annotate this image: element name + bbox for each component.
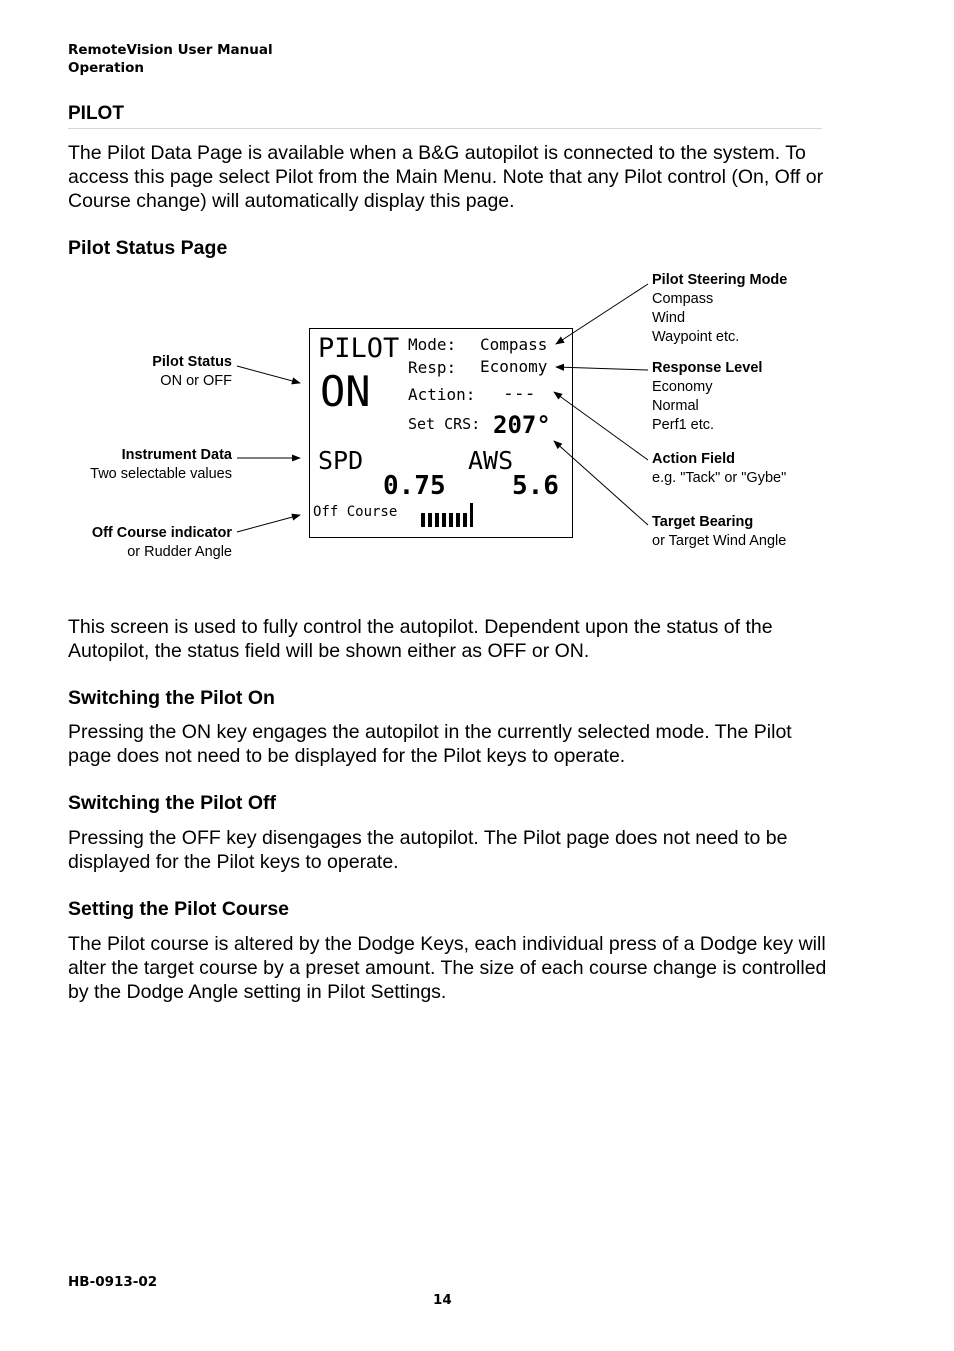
section-title: PILOT xyxy=(68,103,124,124)
arrow-response-level xyxy=(556,367,648,370)
subsection-heading: Setting the Pilot Course xyxy=(68,898,290,920)
doc-title: RemoteVision User Manual xyxy=(68,42,273,58)
callout-title: Pilot Status xyxy=(152,354,232,370)
callout-desc: ON or OFF xyxy=(160,373,232,389)
lcd-set-crs-label: Set CRS: xyxy=(408,415,481,433)
doc-chapter: Operation xyxy=(68,60,145,76)
arrow-off-course xyxy=(237,515,300,532)
lcd-resp-value: Economy xyxy=(480,357,548,376)
intro-paragraph: The Pilot Data Page is available when a B&G autopilot is connected to the system. To access this page select Pilot from the Main Menu. Note that any Pilot control (On, Off or Course change) will automatically display this page. xyxy=(68,142,824,212)
lcd-action-label: Action: xyxy=(408,385,476,404)
footer-page-number: 14 xyxy=(433,1292,452,1308)
callout-title: Instrument Data xyxy=(121,447,232,463)
callout-item: Normal xyxy=(652,398,699,414)
callout-desc: or Rudder Angle xyxy=(127,544,232,560)
subsection-heading: Switching the Pilot On xyxy=(68,687,275,709)
callout-desc: e.g. "Tack" or "Gybe" xyxy=(652,470,787,486)
subsection-body: The Pilot course is altered by the Dodge Keys, each individual press of a Dodge key will alter the target course by a preset amount. The size of each course change is controlled by the Dodge Angle setting in Pilot Settings. xyxy=(68,933,827,1003)
callout-item: Compass xyxy=(652,291,714,307)
footer-doc-code: HB-0913-02 xyxy=(68,1274,158,1290)
lcd-title: PILOT xyxy=(318,333,400,364)
callout-title: Target Bearing xyxy=(652,514,754,530)
lcd-set-crs-value: 207° xyxy=(493,411,551,439)
callout-item: Waypoint etc. xyxy=(652,329,740,345)
lcd-off-course-label: Off Course xyxy=(313,504,398,520)
callout-item: Perf1 etc. xyxy=(652,417,715,433)
arrow-action-field xyxy=(554,392,648,460)
lcd-action-value: --- xyxy=(503,383,536,404)
lcd-pilot-status: ON xyxy=(320,367,371,416)
subsection-body: Pressing the OFF key disengages the autopilot. The Pilot page does not need to be displayed for the Pilot keys to operate. xyxy=(68,827,788,873)
lcd-field2-label: AWS xyxy=(468,446,514,475)
lcd-field1-label: SPD xyxy=(318,446,364,475)
status-page-heading: Pilot Status Page xyxy=(68,237,228,259)
lcd-field2-value: 5.6 xyxy=(512,471,559,501)
callout-title: Pilot Steering Mode xyxy=(652,272,788,288)
callout-desc: Two selectable values xyxy=(90,466,232,482)
arrow-steering-mode xyxy=(556,284,648,344)
subsection-heading: Switching the Pilot Off xyxy=(68,792,276,814)
lcd-resp-label: Resp: xyxy=(408,358,457,377)
callout-title: Action Field xyxy=(652,451,735,467)
callout-title: Off Course indicator xyxy=(91,525,232,541)
callout-item: Economy xyxy=(652,379,713,395)
status-page-description: This screen is used to fully control the autopilot. Dependent upon the status of the Autopilot, the status field will be shown either as OFF or ON. xyxy=(68,616,773,662)
lcd-field1-value: 0.75 xyxy=(383,471,446,501)
lcd-mode-value: Compass xyxy=(480,335,548,354)
callout-desc: or Target Wind Angle xyxy=(652,533,787,549)
arrow-target-bearing xyxy=(554,441,648,525)
subsection-body: Pressing the ON key engages the autopilot in the currently selected mode. The Pilot page does not need to be displayed for the Pilot keys to operate. xyxy=(68,721,792,767)
callout-title: Response Level xyxy=(652,360,763,376)
lcd-mode-label: Mode: xyxy=(408,335,457,354)
arrow-pilot-status xyxy=(237,366,300,383)
callout-item: Wind xyxy=(652,310,686,326)
